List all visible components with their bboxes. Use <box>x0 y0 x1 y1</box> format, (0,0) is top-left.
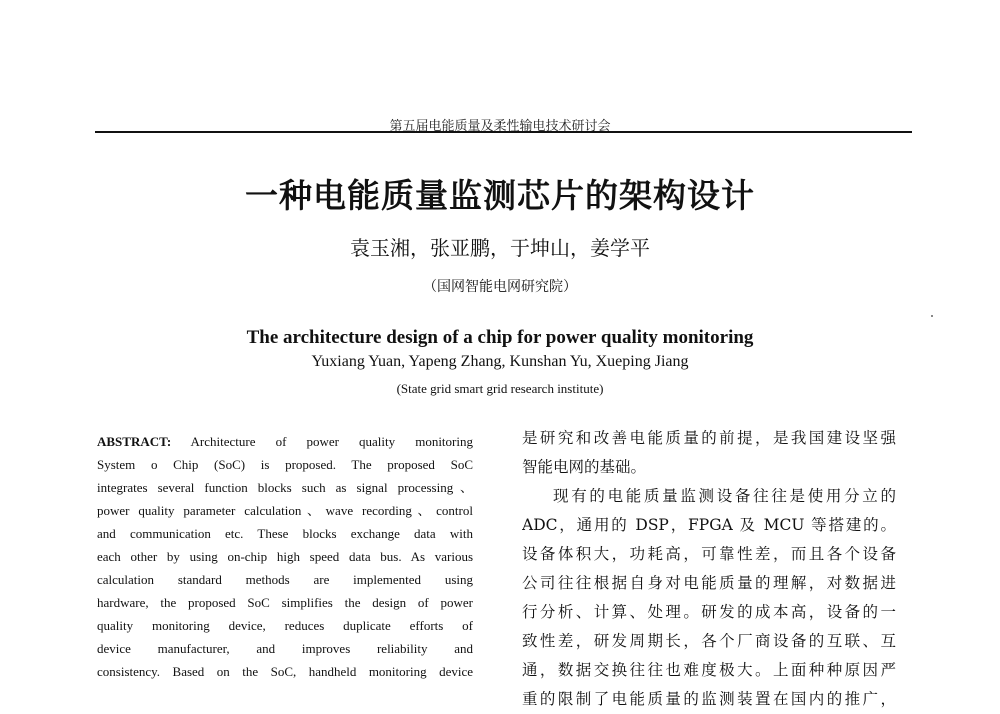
body-line: 重的限制了电能质量的监测装置在国内的推广， <box>522 690 896 708</box>
body-line: 致性差，研发周期长，各个厂商设备的互联、互 <box>522 632 896 650</box>
body-text-column <box>522 424 896 714</box>
abstract-line: each other by using on-chip high speed data bus. As various <box>97 549 473 564</box>
abstract-line: calculation standard methods are implemented using <box>97 572 473 587</box>
paper-title-en: The architecture design of a chip for power quality monitoring <box>246 327 754 348</box>
scan-speck <box>931 315 933 317</box>
abstract-line: consistency. Based on the SoC, handheld monitoring device <box>97 664 473 679</box>
body-line: 公司往往根据自身对电能质量的理解，对数据进 <box>522 574 896 592</box>
body-line: ADC，通用的 DSP，FPGA 及 MCU 等搭建的。 <box>522 516 896 534</box>
abstract-line: and communication etc. These blocks exchange data with <box>97 526 473 541</box>
abstract-line: quality monitoring device, reduces duplicate efforts of <box>97 618 473 633</box>
body-line: 行分析、计算、处理。研发的成本高，设备的一 <box>522 603 896 621</box>
conference-header: 第五届电能质量及柔性输电技术研讨会 <box>389 119 611 134</box>
body-line: 智能电网的基础。 <box>522 458 647 476</box>
affiliation-cn: （国网智能电网研究院） <box>423 279 577 295</box>
body-line: 是研究和改善电能质量的前提，是我国建设坚强 <box>522 429 896 447</box>
abstract-line <box>97 430 473 453</box>
affiliation-en: (State grid smart grid research institute) <box>396 381 604 396</box>
body-line: 设备体积大，功耗高，可靠性差，而且各个设备 <box>522 545 896 563</box>
body-line: 通，数据交换往往也难度极大。上面种种原因严 <box>522 661 896 679</box>
abstract-line: System o Chip (SoC) is proposed. The proposed SoC <box>97 457 473 472</box>
paper-title-cn: 一种电能质量监测芯片的架构设计 <box>245 176 755 215</box>
abstract-line: device manufacturer, and improves reliability and <box>97 641 473 656</box>
abstract-column <box>97 430 473 683</box>
abstract-line: integrates several function blocks such as signal processing、 <box>97 480 473 495</box>
abstract-label: ABSTRACT: <box>97 434 172 449</box>
header-rule <box>95 131 912 133</box>
abstract-line-text: Architecture of power quality monitoring <box>171 434 473 449</box>
authors-en: Yuxiang Yuan, Yapeng Zhang, Kunshan Yu, Xueping Jiang <box>311 353 689 370</box>
abstract-line: power quality parameter calculation、wave recording、control <box>97 503 473 518</box>
body-line: 现有的电能质量监测设备往往是使用分立的 <box>553 487 896 505</box>
authors-cn: 袁玉湘，张亚鹏，于坤山，姜学平 <box>350 236 650 260</box>
abstract-line: hardware, the proposed SoC simplifies the design of power <box>97 595 473 610</box>
